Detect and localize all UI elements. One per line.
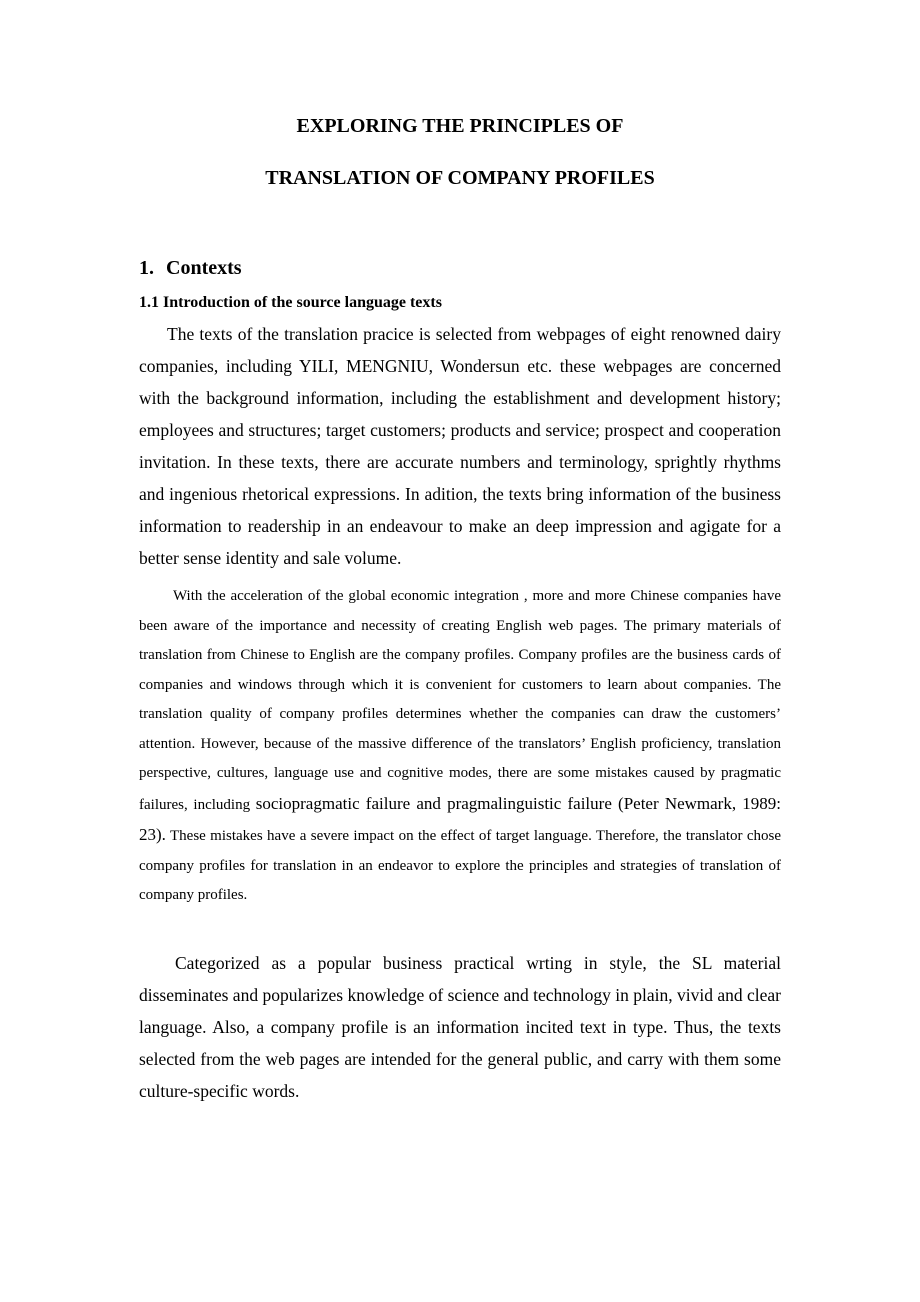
section-number: 1. xyxy=(139,257,154,279)
document-title-line-2: TRANSLATION OF COMPANY PROFILES xyxy=(265,167,655,189)
section-title: Contexts xyxy=(166,257,242,279)
section-heading xyxy=(139,255,242,281)
paragraph-globalization xyxy=(139,582,781,911)
paragraph-globalization-part-c: These mistakes have a severe impact on the effect of target language. Therefore, the translator chose company profiles for translation in an endeavor to explore the principles and strategies of translation of company profiles. xyxy=(139,828,781,903)
paragraph-source-texts: The texts of the translation pracice is selected from webpages of eight renowned dairy companies, including YILI, MENGNIU, Wondersun etc. these webpages are concerned with the background information, including the establishment and development history; employees and structures; target customers; products and service; prospect and cooperation invitation. In these texts, there are accurate numbers and terminology, sprightly rhythms and ingenious rhetorical expressions. In adition, the texts bring information of the business information to readership in an endeavour to make an deep impression and agigate for a better sense identity and sale volume. xyxy=(139,324,781,568)
paragraph-globalization-part-a: With the acceleration of the global economic integration , more and more Chinese companies have been aware of the importance and necessity of creating English web pages. The primary materials of translation from Chinese to English are the company profiles. Company profiles are the business cards of companies and windows through which it is convenient for customers to learn about companies. The translation quality of company profiles determines whether the companies can draw the customers’ attention. However, because of the massive difference of the translators’ English proficiency, translation perspective, cultures, language use and cognitive modes, there are some mistakes caused by pragmatic failures, including xyxy=(139,588,781,813)
subsection-heading: 1.1 Introduction of the source language texts xyxy=(139,294,442,311)
document-title-line-1: EXPLORING THE PRINCIPLES OF xyxy=(296,115,624,137)
paragraph-globalization-citation: sociopragmatic failure and pragmalinguistic failure (Peter Newmark, 1989: 23). xyxy=(139,793,782,844)
paragraph-text-type: Categorized as a popular business practical wrting in style, the SL material disseminates and popularizes knowledge of science and technology in plain, vivid and clear language. Also, a company profile is an information incited text in type. Thus, the texts selected from the web pages are intended for the general public, and carry with them some culture-specific words. xyxy=(139,953,781,1101)
